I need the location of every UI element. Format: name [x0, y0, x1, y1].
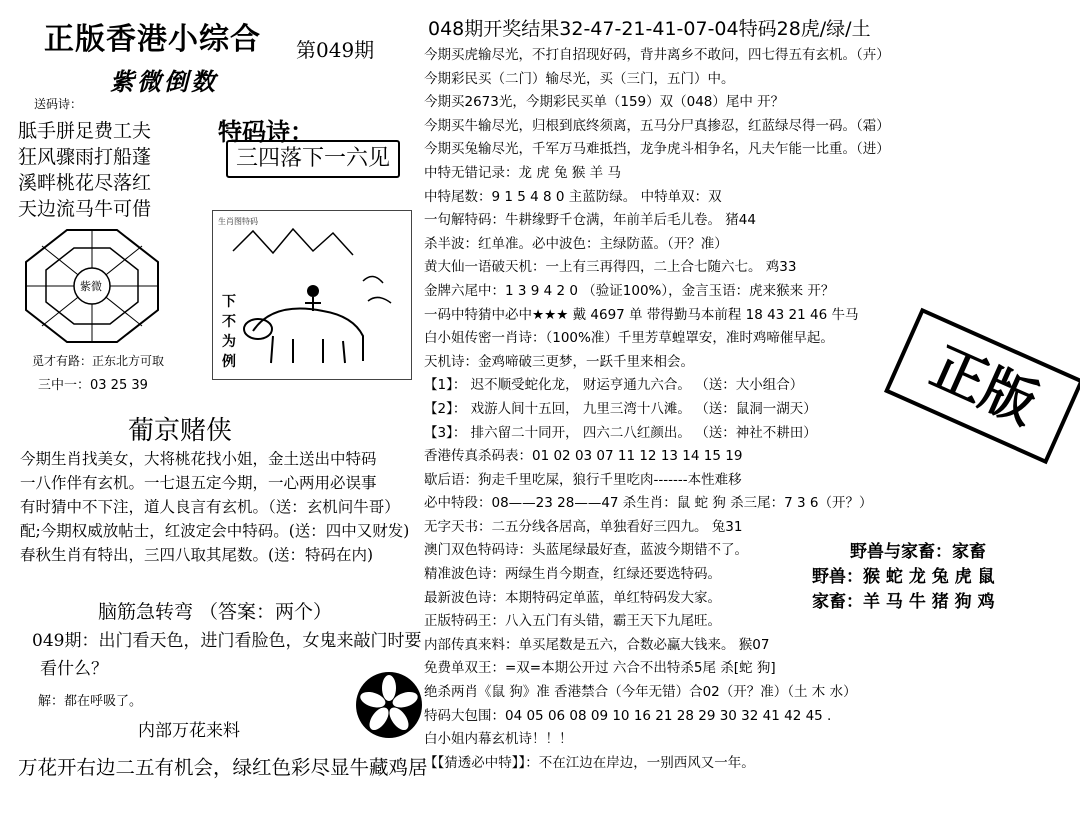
tip-line: 精准波色诗：两绿生肖今期查，红绿还要选特码。 — [424, 566, 721, 583]
tip-line: 【1】： 迟不顺受蛇化龙， 财运亨通九六合。 （送：大小组合） — [424, 377, 804, 394]
subtitle: 紫微倒数 — [110, 68, 218, 96]
brain-teaser-title: 脑筋急转弯 （答案：两个） — [98, 601, 333, 623]
tip-line: 白小姐传密一肖诗：（100%准）千里芳草蝗罩安，准时鸡啼催早起。 — [424, 330, 834, 347]
puzi-line: 配;今期权威放帖士，红波定会中特码。(送：四中又财发) — [20, 522, 410, 540]
puzi-line: 春秋生肖有特出，三四八取其尾数。(送：特码在内) — [20, 546, 374, 564]
tip-line: 【2】： 戏游人间十五回， 九里三湾十八滩。 （送：鼠洞一湖天） — [424, 400, 817, 417]
tip-line: 金牌六尾中：1 3 9 4 2 0 （验证100%），金言玉语：虎来猴来 开？ — [424, 282, 835, 299]
tip-line: 【3】： 排六留二十同开， 四六二八红颜出。 （送：神社不耕田） — [424, 424, 817, 441]
illustration-caption: 生肖图特码 — [218, 217, 258, 226]
flower-title: 内部万花来料 — [138, 721, 240, 741]
poem-line: 狂风骤雨打船蓬 — [18, 146, 152, 168]
tip-line: 今期买牛输尽光，归根到底终须离，五马分尸真掺忍，红蓝绿尽得一码。（霜） — [424, 117, 890, 134]
tip-line: 内部传真来料：单买尾数是五六，合数必赢大钱来。 猴07 — [424, 636, 770, 653]
tip-line: 澳门双色特码诗：头蓝尾绿最好查，蓝波今期错不了。 — [424, 542, 748, 559]
tip-line: 免费单双王：=双=本期公开过 六合不出特杀5尾 杀[蛇 狗] — [424, 660, 776, 677]
puzi-text — [20, 447, 409, 567]
tip-line: 白小姐内幕玄机诗！！！ — [424, 731, 573, 748]
tip-line: 必中特段：08——23 28——47 杀生肖：鼠 蛇 狗 杀三尾：7 3 6（开？） — [424, 495, 873, 512]
tip-line: 一码中特猜中必中★★★ 戴 4697 单 带得勤马本前程 18 43 21 46 牛马 — [424, 306, 859, 323]
page-title: 正版香港小综合 — [44, 22, 261, 57]
tip-line: 无字天书：二五分线各居高，单独看好三四九。 兔31 — [424, 518, 743, 535]
domestic-animals: 家畜：羊 马 牛 猪 狗 鸡 — [812, 592, 995, 612]
puzi-line: 有时猜中不下注，道人良言有玄机。（送：玄机问牛哥） — [20, 498, 400, 516]
tip-line: 黄大仙一语破天机：一上有三再得四，二上合七随六七。 鸡33 — [424, 259, 797, 276]
beast-title: 野兽与家畜：家畜 — [850, 542, 986, 562]
ox-herder-illustration — [213, 211, 411, 379]
tip-line: 今期买兔输尽光，千军万马难抵挡，龙争虎斗相争名，凡夫乍能一比重。（进） — [424, 141, 890, 158]
direction-hint: 觅才有路：正东北方可取 — [32, 354, 165, 368]
beast-section — [812, 540, 995, 615]
riddle-answer: 解：都在呼吸了。 — [38, 694, 143, 709]
tip-line: 歇后语：狗走千里吃屎，狼行千里吃肉-------本性难移 — [424, 471, 742, 488]
puzi-line: 今期生肖找美女，大将桃花找小姐，金土送出中特码 — [20, 450, 377, 468]
tip-line: 天机诗：金鸡啼破三更梦，一跃千里来相会。 — [424, 353, 694, 370]
tip-line: 中特尾数：9 1 5 4 8 0 主蓝防绿。 中特单双：双 — [424, 188, 722, 205]
illustration — [212, 210, 412, 380]
tip-line: 香港传真杀码表：01 02 03 07 11 12 13 14 15 19 — [424, 448, 743, 465]
issue-number: 第049期 — [296, 38, 375, 62]
poem-line: 溪畔桃花尽落红 — [18, 172, 152, 194]
bauhinia-emblem — [354, 670, 424, 740]
tips-list — [424, 44, 890, 775]
tip-line: 一句解特码：牛耕缘野千仓满，年前羊后毛儿卷。 猪44 — [424, 212, 756, 229]
authentic-stamp: 正版 — [884, 308, 1080, 464]
tip-line: 今期彩民买（二门）输尽光，买（三门，五门）中。 — [424, 70, 735, 87]
tip-line: 绝杀两肖《鼠 狗》准 香港禁合（今年无错）合02（开？准）（土 木 水） — [424, 684, 857, 701]
tip-line: 今期买虎输尽光，不打自招现好码，背井离乡不敢问，四七得五有玄机。（卉） — [424, 47, 890, 63]
tema-poem-label: 特码诗： — [218, 118, 314, 146]
poem — [18, 118, 151, 222]
last-result: 048期开奖结果32-47-21-41-07-04特码28虎/绿/土 — [428, 18, 871, 40]
tip-line: 今期买2673光，今期彩民买单（159）双（048）尾中 开？ — [424, 94, 785, 111]
riddle-line: 看什么？ — [40, 659, 108, 679]
tip-line: 【【猜透必中特】】：不在江边在岸边，一别西风又一年。 — [424, 754, 755, 771]
tip-line: 杀半波：红单准。必中波色：主绿防蓝。（开？准） — [424, 235, 728, 252]
puzi-line: 一八作伴有玄机。一七退五定今期，一心两用必误事 — [20, 474, 377, 492]
tip-line: 特码大包围：04 05 06 08 09 10 16 21 28 29 30 32 41 42 45 . — [424, 707, 832, 724]
tip-line: 最新波色诗：本期特码定单蓝，单红特码发大家。 — [424, 589, 721, 606]
poem-line: 胝手胼足费工夫 — [18, 120, 152, 142]
poem-line: 天边流马牛可借 — [18, 198, 152, 220]
flower-text: 万花开右边二五有机会，绿红色彩尽显牛藏鸡居 — [18, 756, 428, 779]
wild-beasts: 野兽：猴 蛇 龙 兔 虎 鼠 — [812, 567, 995, 587]
bagua-center: 紫微 — [80, 280, 102, 293]
tip-line: 中特无错记录：龙 虎 兔 猴 羊 马 — [424, 164, 621, 181]
illustration-side-text: 下不为例 — [222, 294, 236, 370]
poem-label: 送码诗： — [34, 97, 83, 111]
tema-poem-box: 三四落下一六见 — [226, 140, 400, 178]
three-of-one: 三中一：03 25 39 — [38, 378, 148, 393]
puzi-title: 葡京赌侠 — [128, 416, 233, 446]
tip-line: 正版特码王：八入五门有头错，霸王天下九尾旺。 — [424, 613, 721, 630]
riddle-line: 049期：出门看天色，进门看脸色，女鬼来敲门时要 — [32, 631, 422, 651]
